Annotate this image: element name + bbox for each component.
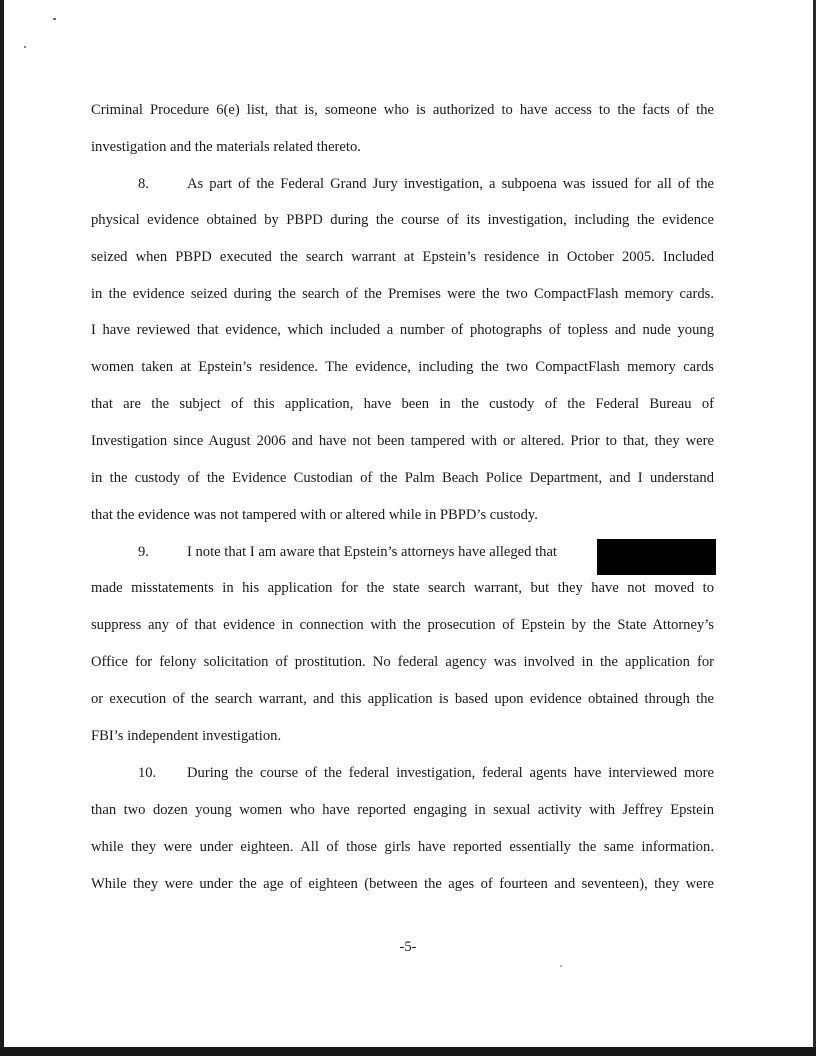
body-text-line: or execution of the search warrant, and this application is based upon evidence obtained through the bbox=[91, 691, 714, 707]
body-text-line: I have reviewed that evidence, which included a number of photographs of topless and nude young bbox=[91, 322, 714, 338]
scan-border-left bbox=[0, 0, 4, 1056]
body-text-line: physical evidence obtained by PBPD during the course of its investigation, including the evidence bbox=[91, 212, 714, 228]
body-text-line: While they were under the age of eighteen (between the ages of fourteen and seventeen), they were bbox=[91, 876, 714, 892]
page-number: -5- bbox=[399, 939, 417, 955]
scan-border-bottom bbox=[0, 1047, 816, 1056]
paragraph-number: 10. bbox=[138, 765, 157, 781]
body-text-line: FBI’s independent investigation. bbox=[91, 728, 282, 744]
scan-speck bbox=[560, 965, 562, 967]
body-text-line: Investigation since August 2006 and have not been tampered with or altered. Prior to that, they were bbox=[91, 433, 714, 449]
body-text-line: women taken at Epstein’s residence. The evidence, including the two CompactFlash memory cards bbox=[91, 359, 714, 375]
body-text-line: in the custody of the Evidence Custodian of the Palm Beach Police Department, and I understand bbox=[91, 470, 714, 486]
body-text-line: than two dozen young women who have reported engaging in sexual activity with Jeffrey Epstein bbox=[91, 802, 714, 818]
scan-speck bbox=[24, 46, 26, 48]
body-text-line: while they were under eighteen. All of those girls have reported essentially the same information. bbox=[91, 839, 714, 855]
body-text-line: Office for felony solicitation of prostitution. No federal agency was involved in the application for bbox=[91, 654, 714, 670]
paragraph-first-line: As part of the Federal Grand Jury investigation, a subpoena was issued for all of the bbox=[187, 176, 714, 192]
redaction-box bbox=[597, 539, 716, 575]
body-text-line: made misstatements in his application for the state search warrant, but they have not moved to bbox=[91, 580, 714, 596]
body-text-line: investigation and the materials related thereto. bbox=[91, 139, 361, 155]
body-text-line: in the evidence seized during the search of the Premises were the two CompactFlash memory cards. bbox=[91, 286, 714, 302]
body-text-line: suppress any of that evidence in connection with the prosecution of Epstein by the State Attorney’s bbox=[91, 617, 714, 633]
paragraph-number: 9. bbox=[138, 544, 149, 560]
scan-speck bbox=[53, 18, 56, 20]
body-text-line: that are the subject of this application, have been in the custody of the Federal Bureau of bbox=[91, 396, 714, 412]
body-text-line: that the evidence was not tampered with or altered while in PBPD’s custody. bbox=[91, 507, 538, 523]
body-text-line: seized when PBPD executed the search warrant at Epstein’s residence in October 2005. Included bbox=[91, 249, 714, 265]
paragraph-first-line: During the course of the federal investigation, federal agents have interviewed more bbox=[187, 765, 714, 781]
paragraph-number: 8. bbox=[138, 176, 149, 192]
body-text-line: Criminal Procedure 6(e) list, that is, someone who is authorized to have access to the facts of the bbox=[91, 102, 714, 118]
paragraph-first-line: I note that I am aware that Epstein’s attorneys have alleged that bbox=[187, 544, 557, 560]
